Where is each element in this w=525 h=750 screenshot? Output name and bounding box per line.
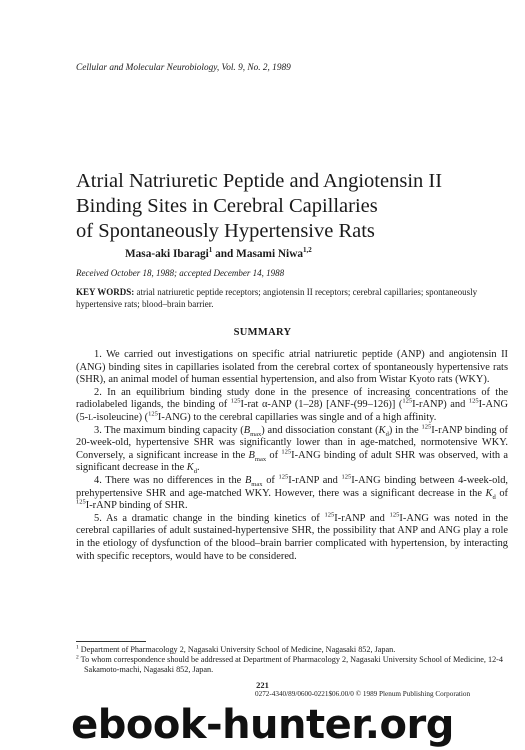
summary-paragraph: 5. As a dramatic change in the binding kinetics of $^{125}$I-rANP and $^{125}$I-ANG was noted in the cerebral capillaries of adult sustained-hypertensive SHR, the possibility that ANP and ANG play a role in the etiology of dysfunction of the blood–brain barrier complicated with hypertension, by interacting with specific receptors, would have to be considered.	[76, 511, 509, 562]
summary-heading: SUMMARY	[233, 327, 292, 338]
footnotes	[76, 645, 508, 674]
journal-citation: Cellular and Molecular Neurobiology, Vol. 9, No. 2, 1989	[76, 63, 291, 73]
copyright-line: 0272-4340/89/0600-0221$06.00/0 © 1989 Plenum Publishing Corporation	[255, 690, 471, 698]
author-conjunction: and	[212, 247, 237, 260]
footnote-item: $^1$ Department of Pharmacology 2, Nagasaki University School of Medicine, Nagasaki 852, Japan.	[76, 644, 396, 654]
page-number: 221	[256, 680, 269, 690]
title-line-3: of Spontaneously Hypertensive Rats	[76, 220, 375, 242]
title-line-1: Atrial Natriuretic Peptide and Angiotensin II	[76, 170, 443, 192]
author-affiliation-mark: 1	[208, 246, 213, 254]
author-name: Masa-aki Ibaragi	[125, 247, 209, 260]
summary-paragraph: 4. There was no differences in the $B_{max}$ of $^{125}$I-rANP and $^{125}$I-ANG binding between 4-week-old, prehypertensive SHR and age-matched WKY. However, there was a significant decrease in the $K_d$ of $^{125}$I-rANP binding of SHR.	[76, 473, 508, 512]
keywords-text: atrial natriuretic peptide receptors; angiotensin II receptors; cerebral capillaries; spontaneously hypertensive rats; blood–brain barrier.	[76, 287, 478, 309]
keywords	[76, 287, 506, 310]
watermark-banner	[0, 703, 525, 747]
summary-paragraph: 3. The maximum binding capacity $(B_{max})$ and dissociation constant $(K_d)$ in the $^{125}$I-rANP binding of 20-week-old, hypertensive SHR was significantly lower than in age-matched, normotensive WKY. Conversely, a significant increase in the $B_{max}$ of $^{125}$I-ANG binding of adult SHR was observed, with a significant decrease in the $K_d$.	[76, 423, 508, 476]
watermark-text: ebook-hunter.org	[71, 702, 454, 748]
author-name: Masami Niwa	[236, 247, 304, 260]
summary-paragraph: 2. In an equilibrium binding study done in the presence of increasing concentrations of the radiolabeled ligands, the binding of $^{125}$I-rat α-ANP (1–28) [ANF-(99–126)] ($^{125}$I-rANP) and $^{125}$I-ANG (5-L-isoleucine) ($^{125}$I-ANG) to the cerebral capillaries was single and of a high affinity.	[76, 386, 509, 423]
title-line-2: Binding Sites in Cerebral Capillaries	[76, 195, 378, 217]
summary-body	[76, 349, 508, 563]
summary-paragraph: 1. We carried out investigations on specific atrial natriuretic peptide (ANP) and angiotensin II (ANG) binding sites in capillaries isolated from the cerebral cortex of spontaneously hypertensive rats (SHR), an animal model of human essential hypertension, and also from Wistar Kyoto rats (WKY).	[76, 349, 508, 386]
footnote-item: $^2$ To whom correspondence should be addressed at Department of Pharmacology 2, Nagasaki University School of Medicine, 12-4 Sakamoto-machi, Nagasaki 852, Japan.	[76, 654, 503, 674]
article-title	[76, 169, 496, 244]
footnote-divider	[76, 641, 146, 642]
keywords-label: KEY WORDS:	[76, 287, 135, 297]
author-affiliation-mark: 1,2	[303, 246, 312, 254]
author-list	[125, 246, 312, 260]
received-dates: Received October 18, 1988; accepted December 14, 1988	[76, 268, 285, 278]
